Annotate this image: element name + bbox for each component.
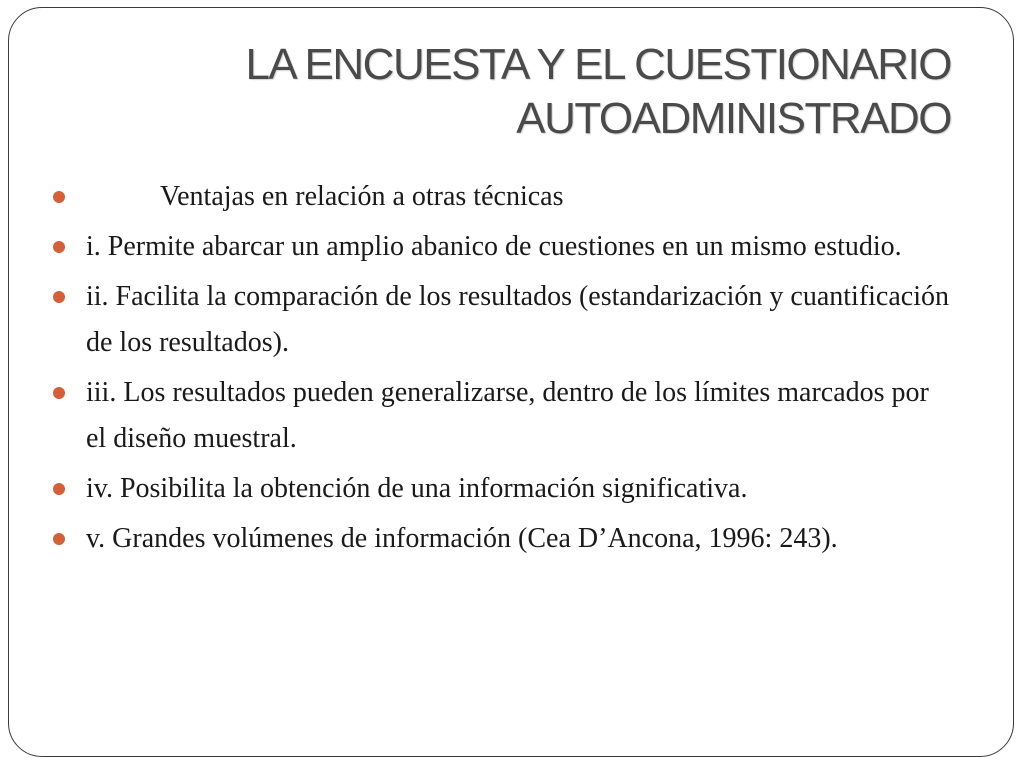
bullet-item	[52, 224, 952, 270]
bullet-item	[52, 174, 952, 220]
bullet-text: iii. Los resultados pueden generalizarse, dentro de los límites marcados por el diseño muestral.	[86, 377, 929, 454]
bullet-dot-icon	[53, 241, 65, 253]
bullet-text: iv. Posibilita la obtención de una información significativa.	[86, 473, 748, 504]
bullet-text: i. Permite abarcar un amplio abanico de cuestiones en un mismo estudio.	[86, 231, 902, 262]
bullet-text: ii. Facilita la comparación de los resultados (estandarización y cuantificación de los resultados).	[86, 281, 949, 358]
bullet-item	[52, 466, 952, 512]
slide-title-line-2: AUTOADMINISTRADO	[516, 94, 951, 143]
bullet-dot-icon	[53, 191, 65, 203]
bullet-list	[52, 174, 952, 566]
slide-title	[91, 38, 951, 146]
bullet-item	[52, 516, 952, 562]
bullet-text: v. Grandes volúmenes de información (Cea D’Ancona, 1996: 243).	[86, 523, 838, 554]
bullet-dot-icon	[53, 533, 65, 545]
slide-title-line-1: LA ENCUESTA Y EL CUESTIONARIO	[245, 40, 951, 89]
bullet-dot-icon	[53, 483, 65, 495]
bullet-item	[52, 274, 952, 366]
bullet-dot-icon	[53, 387, 65, 399]
bullet-dot-icon	[53, 291, 65, 303]
bullet-item	[52, 370, 952, 462]
bullet-text: Ventajas en relación a otras técnicas	[160, 181, 564, 212]
